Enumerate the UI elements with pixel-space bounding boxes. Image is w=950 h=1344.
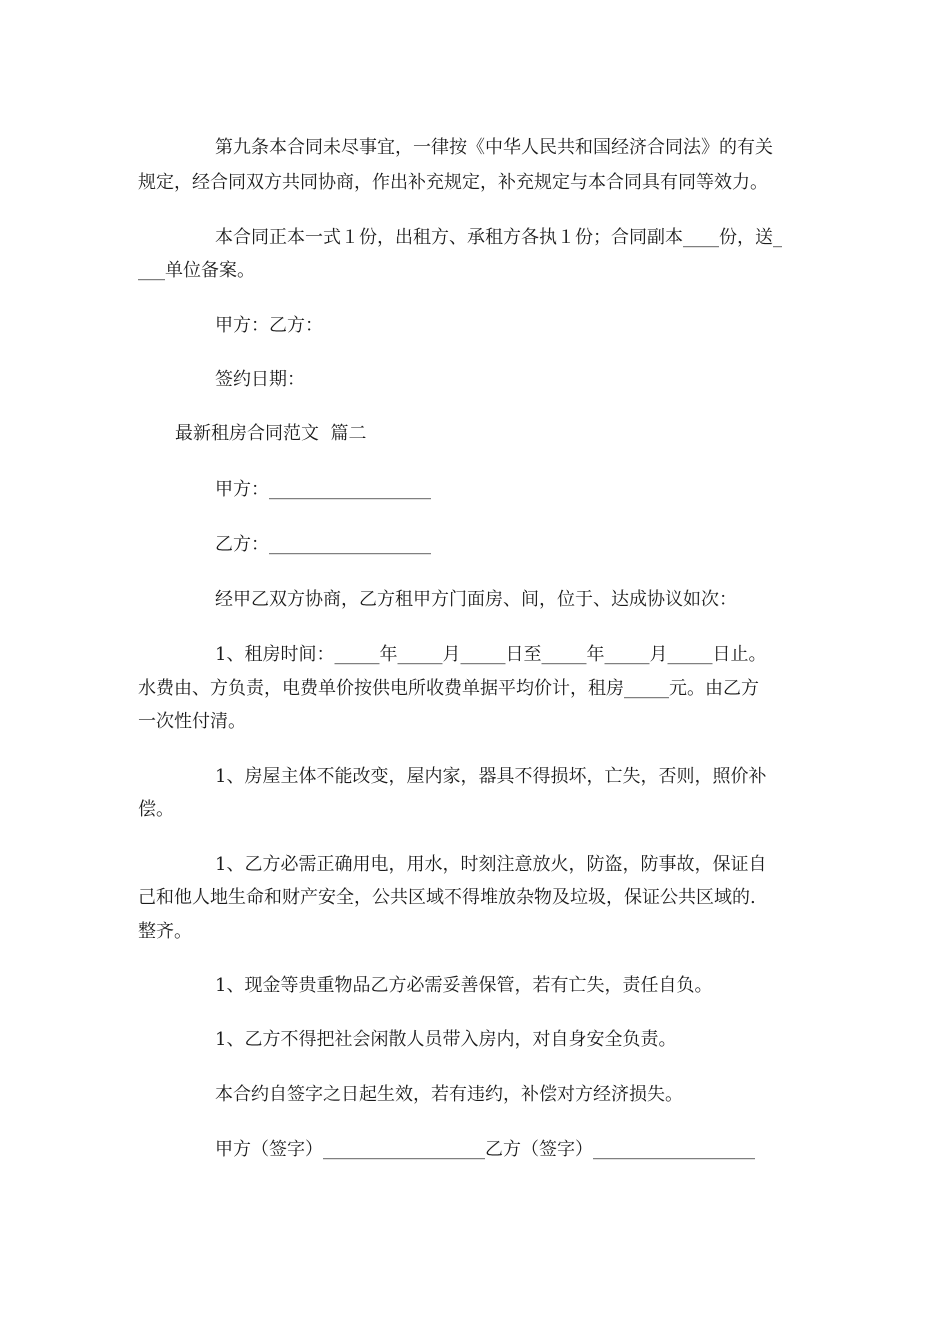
effective-clause: 本合约自签字之日起生效，若有违约，补偿对方经济损失。 xyxy=(215,1084,683,1105)
safety-clause-line-1: 1、乙方必需正确用电，用水，时刻注意放火，防盗，防事故，保证自 xyxy=(215,854,767,875)
rental-period-line-1: 1、租房时间：_____年_____月_____日至_____年_____月_____日止。 xyxy=(215,644,767,665)
party-b-field: 乙方：__________________ xyxy=(215,534,431,555)
article-nine-line-2: 规定，经合同双方共同协商，作出补充规定，补充规定与本合同具有同等效力。 xyxy=(138,172,768,193)
visitors-clause: 1、乙方不得把社会闲散人员带入房内，对自身安全负责。 xyxy=(215,1029,677,1050)
party-a-field: 甲方：__________________ xyxy=(215,479,431,500)
agreement-intro: 经甲乙双方协商，乙方租甲方门面房、间，位于、达成协议如次： xyxy=(215,589,737,610)
article-nine-line-1: 第九条本合同未尽事宜，一律按《中华人民共和国经济合同法》的有关 xyxy=(215,137,773,158)
structure-clause-line-2: 偿。 xyxy=(138,799,174,820)
copies-line-1: 本合同正本一式１份，出租方、承租方各执１份；合同副本____份，送_ xyxy=(215,227,782,248)
signing-date-line: 签约日期： xyxy=(215,369,305,390)
safety-clause-line-3: 整齐。 xyxy=(138,921,192,942)
structure-clause-line-1: 1、房屋主体不能改变，屋内家，器具不得损坏，亡失，否则，照价补 xyxy=(215,766,767,787)
valuables-clause: 1、现金等贵重物品乙方必需妥善保管，若有亡失，责任自负。 xyxy=(215,975,713,996)
rental-period-line-2: 水费由、方负责，电费单价按供电所收费单据平均价计，租房_____元。由乙方 xyxy=(138,678,759,699)
party-a-b-line: 甲方：乙方： xyxy=(215,315,323,336)
copies-line-2: ___单位备案。 xyxy=(138,260,255,281)
safety-clause-line-2: 己和他人地生命和财产安全，公共区域不得堆放杂物及垃圾，保证公共区域的. xyxy=(138,887,756,908)
rental-period-line-3: 一次性付清。 xyxy=(138,711,246,732)
signature-line: 甲方（签字）__________________乙方（签字）__________________ xyxy=(215,1139,755,1160)
section-heading: 最新租房合同范文 篇二 xyxy=(175,423,367,444)
